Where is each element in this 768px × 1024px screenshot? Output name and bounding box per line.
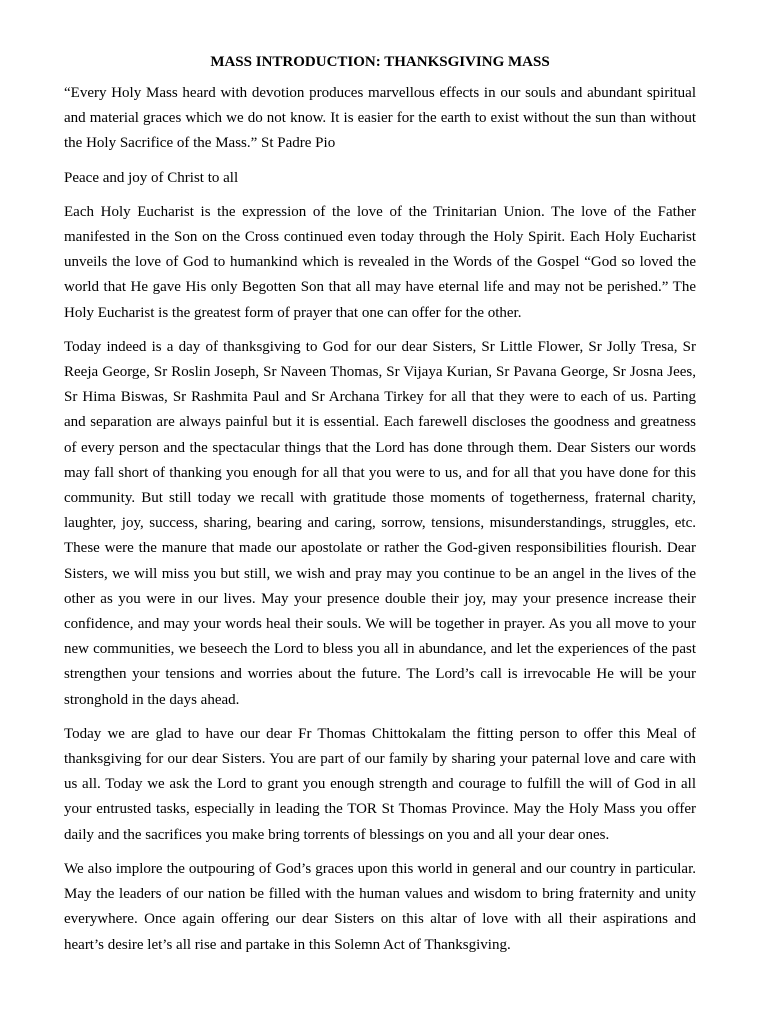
padre-pio-quote-paragraph: “Every Holy Mass heard with devotion produces marvellous effects in our souls and abundant spiritual and material graces which we do not know. It is easier for the earth to exist without the sun than without the Holy Sacrifice of the Mass.” St Padre Pio [64,85,696,152]
document-title: MASS INTRODUCTION: THANKSGIVING MASS [210,54,550,70]
document-page [64,52,696,967]
closing-paragraph: We also implore the outpouring of God’s graces upon this world in general and our country in particular. May the leaders of our nation be filled with the human values and wisdom to bring fraternity and unity everywhere. Once again offering our dear Sisters on this altar of love with all their aspirations and heart’s desire let’s all rise and partake in this Solemn Act of Thanksgiving. [64,860,696,953]
greeting-paragraph: Peace and joy of Christ to all [64,169,239,186]
eucharist-paragraph: Each Holy Eucharist is the expression of the love of the Trinitarian Union. The love of the Father manifested in the Son on the Cross continued even today through the Holy Spirit. Each Holy Eucharist unveils the love of God to humankind which is revealed in the Words of the Gospel “God so loved the world that He gave His only Begotten Son that all may have eternal life and may not be perished.” The Holy Eucharist is the greatest form of prayer that one can offer for the other. [64,203,696,321]
celebrant-paragraph: Today we are glad to have our dear Fr Thomas Chittokalam the fitting person to offer this Meal of thanksgiving for our dear Sisters. You are part of our family by sharing your paternal love and care with us all. Today we ask the Lord to grant you enough strength and courage to fulfill the will of God in all your entrusted tasks, especially in leading the TOR St Thomas Province. May the Holy Mass you offer daily and the sacrifices you make bring torrents of blessings on you and all your dear ones. [64,725,696,843]
thanksgiving-sisters-paragraph: Today indeed is a day of thanksgiving to God for our dear Sisters, Sr Little Flower, Sr Jolly Tresa, Sr Reeja George, Sr Roslin Joseph, Sr Naveen Thomas, Sr Vijaya Kurian, Sr Pavana George, Sr Josna Jees, Sr Hima Biswas, Sr Rashmita Paul and Sr Archana Tirkey for all that they were to each of us. Parting and separation are always painful but it is essential. Each farewell discloses the goodness and greatness of every person and the spectacular things that the Lord has done through them. Dear Sisters our words may fall short of thanking you enough for all that you were to us, and for all that you have done for this community. But still today we recall with gratitude those moments of togetherness, fraternal charity, laughter, joy, success, sharing, bearing and caring, sorrow, tensions, misunderstandings, struggles, etc. These were the manure that made our apostolate or rather the God-given responsibilities flourish. Dear Sisters, we will miss you but still, we wish and pray may you continue to be an angel in the lives of the other as you were in our lives. May your presence double their joy, may your presence increase their confidence, and may your words heal their souls. We will be together in prayer. As you all move to your new communities, we beseech the Lord to bless you all in abundance, and let the experiences of the past strengthen your tensions and worries about the future. The Lord’s call is irrevocable He will be your stronghold in the days ahead. [64,338,696,708]
